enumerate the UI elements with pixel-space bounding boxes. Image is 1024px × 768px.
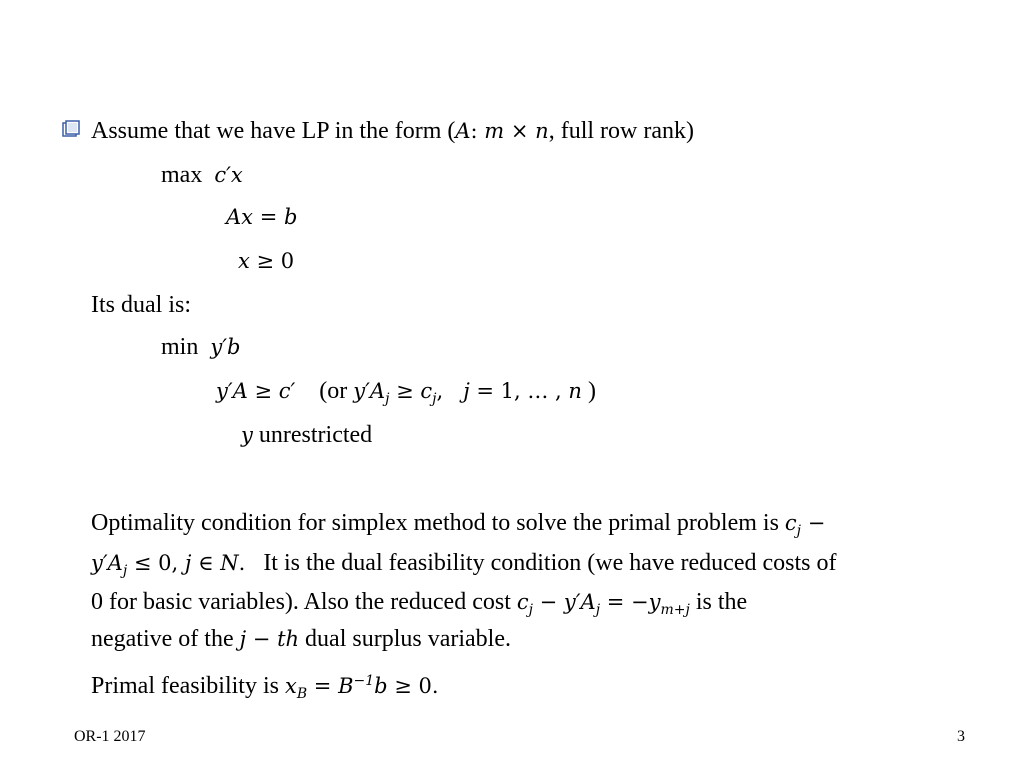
intro-text: Assume that we have LP in the form ( [91, 118, 456, 144]
dual-unrestricted: y unrestricted [241, 422, 373, 448]
min-label: min [161, 334, 199, 360]
optimality-line-1: Optimality condition for simplex method to solve the primal problem is $c_j$ − [91, 510, 826, 540]
optimality-line-3: 0 for basic variables). Also the reduced cost $c_j - y'A_j = -y_{m+j}$ is the [91, 589, 748, 619]
intro-line: Assume that we have LP in the form (A: m × n, full row rank) [91, 118, 694, 144]
max-label: max [161, 162, 203, 188]
footer-label: OR-1 2017 [74, 728, 146, 745]
page-number: 3 [957, 728, 965, 745]
checkbox-bullet-icon [62, 120, 80, 138]
primal-objective: max c′x [161, 162, 243, 188]
dual-objective: min y′b [161, 334, 241, 360]
intro-tail: , full row rank) [548, 118, 694, 144]
primal-nonneg: x ≥ 0 [238, 249, 295, 273]
dual-constraint: y′A ≥ c′ (or $y'A_j \ge c_j$, j = 1, … , n ) [216, 378, 596, 408]
or-open: (or [319, 378, 348, 404]
primal-feasibility: Primal feasibility is $x_B = B^{-1}b \ge 0$. [91, 673, 439, 703]
optimality-line-4: negative of the j − th dual surplus variable. [91, 626, 511, 652]
dual-header: Its dual is: [91, 292, 191, 318]
primal-constraint: Ax = b [226, 205, 298, 229]
optimality-line-2: $y'A_j \le 0$, j ∈ N. It is the dual feasibility condition (we have reduced costs of [91, 550, 837, 580]
or-close: ) [587, 378, 596, 404]
unrestricted-text: unrestricted [258, 422, 373, 448]
